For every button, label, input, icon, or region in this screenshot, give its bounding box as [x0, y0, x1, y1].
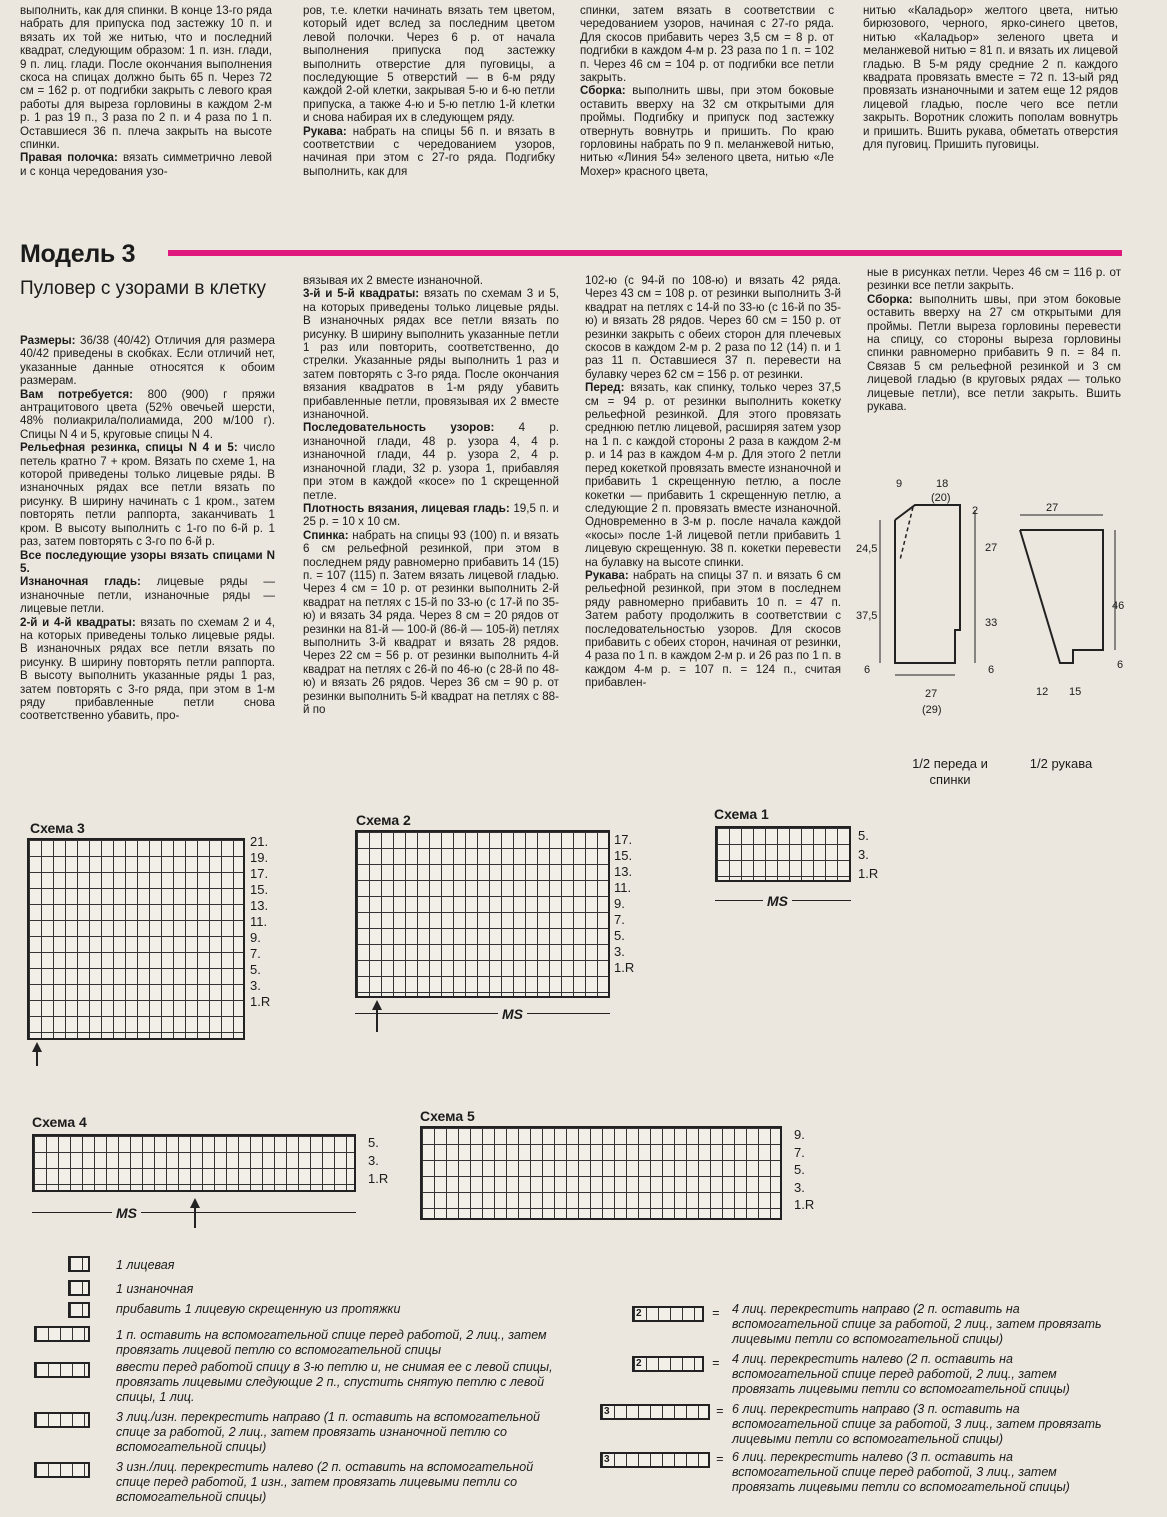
text: набрать на спицы 93 (100) п. и вязать 6 см рельефной резинкой, при этом в последнем ряду равномерно прибавить 14 (15) п. = 107 (115) п. Затем вязать лицевой гладью. Через 4 см = 10 р. от резинки выполнить 2-й квадрат на петлях с 15-й по 33-ю (с 17-й по 35-ю) и вязать 34 ряда. Через 8 см = 20 рядов от резинки на 81-й — 100-й (86-й — 105-й) петлях выполнить 3-й квадрат и вязать 28 рядов. Через 22 см = 56 р. от резинки выполнить 4-й квадрат на петлях с 26-й по 46-ю (с 28-й по 48-ю) и вязать 26 рядов. Через 36 см = 90 р. от резинки выполнить 5-й квадрат на петлях с 88-й по [303, 528, 559, 716]
heading: Последовательность узоров: [303, 421, 495, 435]
text: 19,5 п. и 25 р. = 10 х 10 см. [303, 501, 559, 529]
text: 36/38 (40/42) Отличия для размера 40/42 приведены в скобках. Если отличий нет, указанные данные относятся к обоим размерам. [20, 334, 275, 388]
legend-increase: прибавить 1 лицевую скрещенную из протяжки [116, 1302, 401, 1316]
text: ров, т.е. клетки начинать вязать тем цветом, который идет вслед за последним цветом левой полочки. Через 6 р. от начала выполнения припуска под застежку выполнить отверстие для пуговицы, а последующие 5 отверстий — в 6-м ряду каждой 2-ой клетки, закрывая 5-ю и 6-ю петли припуска, а также 4-ю и 5-ю петлю 1-й клетки и снова набирая их в следующем ряду. [303, 4, 555, 125]
heading: Размеры: [20, 334, 76, 347]
model-title: Модель 3 [20, 240, 136, 268]
heading: Рукава: [303, 124, 347, 138]
text: 4 р. изнаночной глади, 48 р. узора 4, 4 р. изнаночной глади, 44 р. узора 2, 4 р. изнаночной глади, 32 р. узора 1, прибавляя при этом в каждой «косе» по 1 скрещенной петле. [303, 421, 559, 502]
dim-18: 18 [936, 478, 949, 490]
dim-20: (20) [931, 492, 951, 504]
text: нитью «Каладьор» желтого цвета, нитью бирюзового, черного, ярко-синего цветов, нитью «Каладьор» зеленого цвета и меланжевой нитью = 81 п. и вязать их лицевой гладью. В 5-м ряду средние 2 п. каждого квадрата провязать вместе = 72 п. 13-ый ряд провязать изнаночными и затем еще 12 рядов лицевой гладью, после чего все петли закрыть. Воротник сложить пополам вовнутрь и пришить. Вшить рукава, обметать отверстия для пуговиц. Пришить пуговицы. [863, 4, 1118, 152]
text: вязать по схемам 3 и 5, на которых приведены только лицевые ряды. В изнаночных рядах все петли вязать по рисунку. В ширину выполнить указанные петли 1 раз или повторить, соответственно, до стрелки. Указанные ряды выполнить 1 раз и затем повторять с 3-го ряда. После окончания вязания квадратов в 1-м ряду убавить прибавленные петли, провязывая их 2 вместе изнаночной. [303, 287, 559, 422]
sym-knit [68, 1256, 90, 1272]
schema-4-ms: MS [112, 1205, 141, 1221]
schema-1-label: Схема 1 [714, 806, 769, 822]
text: ные в рисунках петли. Через 46 см = 116 р. от резинки все петли закрыть. [867, 266, 1121, 293]
heading: Перед: [585, 381, 625, 395]
heading: Вам потребуется: [20, 387, 134, 401]
heading: Правая полочка: [20, 151, 118, 165]
sleeve-dim-15: 15 [1069, 686, 1082, 698]
legend-purl: 1 изнаночная [116, 1282, 194, 1296]
schema-3-grid [27, 838, 245, 1040]
heading: 2-й и 4-й квадраты: [20, 615, 136, 629]
top-column-1 [20, 4, 272, 222]
title-rule [168, 250, 1122, 256]
sym-cable-4-left: 2 [632, 1356, 704, 1372]
heading: Рукава: [585, 568, 629, 582]
text: выполнить швы, при этом боковые оставить вверху на 27 см открытыми для проймы. Петли выреза горловины перевести на спицу, со стороны выреза горловины спинки равномерно прибавить 9 п. = 84 п. Связав 5 см рельефной резинкой и 3 см лицевой гладью (в круговых рядах — только лицевые петли), все петли закрыть. Вшить рукава. [867, 292, 1121, 414]
legend-eq: = [712, 1356, 720, 1370]
sleeve-dim-27: 27 [1046, 502, 1059, 514]
heading: Сборка: [867, 292, 913, 306]
schema-1-grid [715, 826, 851, 882]
text: выполнить швы, при этом боковые оставить вверху на 32 см открытыми для проймы. Подгибку и припуск под застежку отвернуть вовнутрь и пришить. По краю горловины набрать по 9 п. меланжевой нитью, нитью «Линия 54» зеленого цвета, нитью «Ле Мохер» красного цвета, [580, 84, 834, 178]
schema-4-grid [32, 1134, 356, 1192]
schema-2-grid [355, 830, 610, 998]
body-column-1 [20, 334, 275, 804]
pattern-schematic [855, 470, 1155, 730]
dim-33: 33 [985, 617, 998, 629]
text: 800 (900) г пряжи антрацитового цвета (52% овечьей шерсти, 48% полиакрила/полиамида, 200 м/100 г). Спицы N 4 и 5, круговые спицы N 4. [20, 387, 275, 441]
dim-27b: 27 [925, 688, 938, 700]
legend-cable-6-right: 6 лиц. перекрестить направо (3 п. оставить на вспомогательной спице за работой, 3 лиц., затем провязать лицевыми петли со вспомогательной спицы) [732, 1402, 1102, 1446]
heading: Все последующие узоры вязать спицами N 5. [20, 548, 275, 575]
text: вязать по схемам 2 и 4, на которых приведены только лицевые ряды. В изнаночных рядах все петли вязать по рисунку. В ширину повторять петли раппорта. В высоту выполнить указанные ряды 1 раз, затем повторять с 3-го ряда, при этом в 1-м ряду прибавленные петли снова соответственно убавить, про- [20, 615, 275, 723]
top-column-2 [303, 4, 555, 222]
sym-cross-3 [34, 1412, 90, 1428]
schema-5-grid [420, 1126, 782, 1220]
legend-cross-2: ввести перед работой спицу в 3-ю петлю и, не снимая ее с левой спицы, провязать лицевыми следующие 2 п., спустить снятую петлю с левой спицы, 1 лиц. [116, 1360, 553, 1404]
text: набрать на спицы 37 п. и вязать 6 см рельефной резинкой, при этом в последнем ряду равномерно прибавить 10 п. = 47 п. Затем работу продолжить в соответствии с последовательностью узоров. Для скосов прибавить с обеих сторон, начиная от резинки, 4 раза по 1 п. в каждом 2-м р. и 26 раз по 1 п. в каждом 4-м р. = 107 п. = 124 п., считая прибавлен- [585, 568, 841, 690]
body-column-4 [867, 266, 1121, 436]
text: спинки, затем вязать в соответствии с чередованием узоров, начиная с 27-го ряда. Для скосов прибавить через 3,5 см = 8 р. от подгибки в каждом 4-м р. 23 раза по 1 п. = 102 п. Через 46 см = 104 р. от подгибки все петли закрыть. [580, 4, 834, 85]
legend-cable-4-right: 4 лиц. перекрестить направо (2 п. оставить на вспомогательной спице за работой, 2 лиц., затем провязать лицевыми петли со вспомогательной спицы) [732, 1302, 1102, 1346]
schema-4-label: Схема 4 [32, 1114, 87, 1130]
text: вязывая их 2 вместе изнаночной. [303, 274, 484, 287]
schema-1-rows: 5. 3. 1.R [858, 828, 879, 881]
heading: Плотность вязания, лицевая гладь: [303, 501, 510, 515]
legend-cable-6-left: 6 лиц. перекрестить налево (3 п. оставить на вспомогательной спице перед работой, 3 лиц., затем провязать лицевыми петли со вспомогательной спицы) [732, 1450, 1070, 1494]
body-column-2 [303, 274, 559, 804]
legend-cable-4-left: 4 лиц. перекрестить налево (2 п. оставить на вспомогательной спице перед работой, 2 лиц., затем провязать лицевыми петли со вспомогательной спицы) [732, 1352, 1070, 1396]
legend-eq: = [712, 1306, 720, 1320]
sym-cross-1 [34, 1326, 90, 1342]
sym-cable-6-right: 3 [600, 1404, 710, 1420]
dim-9: 9 [896, 478, 903, 490]
schema-2-rows: 17. 15. 13. 11. 9. 7. 5. 3. 1.R [614, 832, 635, 975]
dim-27a: 27 [985, 542, 998, 554]
heading: Рельефная резинка, спицы N 4 и 5: [20, 441, 238, 455]
schema-5-label: Схема 5 [420, 1108, 475, 1124]
schema-1-ms: MS [763, 893, 792, 909]
text: набрать на спицы 56 п. и вязать в соответствии с чередованием узоров, начиная при этом с 27-го ряда. Подгибку выполнить, как для [303, 124, 555, 178]
dim-29: (29) [922, 704, 942, 716]
legend-cross-3: 3 лиц./изн. перекрестить направо (1 п. оставить на вспомогательной спице за работой, 2 лиц., затем провязать изнаночной петлю со вспомогательной спицы) [116, 1410, 540, 1454]
top-column-4 [863, 4, 1118, 222]
sleeve-dim-6: 6 [1117, 659, 1124, 671]
heading: Изнаночная гладь: [20, 575, 141, 589]
sleeve-outline [1020, 530, 1103, 663]
dim-6a: 6 [864, 664, 871, 676]
schema-5-rows: 9. 7. 5. 3. 1.R [794, 1127, 815, 1212]
text: 102-ю (с 94-й по 108-ю) и вязать 42 ряда. Через 43 см = 108 р. от резинки выполнить 3-й квадрат на петлях с 14-й по 33-ю (с 16-й по 35-ю) и вязать 28 рядов. Через 60 см = 150 р. от резинки закрыть с обеих сторон для плечевых скосов в каждом 2-м р. 2 раза по 12 (14) п. и 1 раз 11 п. Оставшиеся 37 п. перевести на булавку через 62 см = 156 р. от резинки. [585, 274, 841, 381]
schema-2-ms: MS [498, 1006, 527, 1022]
legend-cross-4: 3 изн./лиц. перекрестить налево (2 п. оставить на вспомогательной спице перед работой, 1 изн., затем провязать лицевыми петли со вспомогательной спицы) [116, 1460, 534, 1504]
schema-2-label: Схема 2 [356, 812, 411, 828]
heading: Спинка: [303, 528, 349, 542]
top-column-3 [580, 4, 834, 222]
dim-2: 2 [972, 505, 979, 517]
body-column-3 [585, 274, 841, 804]
sym-cable-6-left: 3 [600, 1452, 710, 1468]
legend-cross-1: 1 п. оставить на вспомогательной спице перед работой, 2 лиц., затем провязать лицевой петлю со вспомогательной спицы [116, 1328, 547, 1357]
legend-eq: = [716, 1452, 724, 1466]
dim-37-5: 37,5 [856, 610, 878, 622]
sym-cable-4-right: 2 [632, 1306, 704, 1322]
legend-eq: = [716, 1404, 724, 1418]
sleeve-dim-12: 12 [1036, 686, 1049, 698]
legend-knit: 1 лицевая [116, 1258, 175, 1272]
sym-cross-4 [34, 1462, 90, 1478]
text: выполнить, как для спинки. В конце 13-го ряда набрать для припуска под застежку 10 п. и вязать их той же нитью, что и последний квадрат, следующим образом: 1 п. изн. глади, 9 п. лиц. глади. После окончания выполнения скоса на спицах должно быть 65 п. Через 72 см = 162 р. от подгибки закрыть с левого края работы для выреза горловины в каждом 2-м р. 1 раз 19 п., 3 раза по 2 п. и 4 раза по 1 п. Оставшиеся 36 п. плеча закрыть на высоте спинки. [20, 4, 272, 152]
sym-purl [68, 1280, 90, 1296]
schema-4-rows: 5. 3. 1.R [368, 1135, 389, 1186]
model-subtitle: Пуловер с узорами в клетку [20, 278, 266, 299]
text: число петель кратно 7 + кром. Вязать по схеме 1, на которой приведены только лицевые ряды. В изнаночных рядах все петли вязать по рисунку. В ширину начинать с 1 кром., затем повторять петли раппорта, заканчивать 1 кром. В высоту выполнить с 1-го по 6-й р. 1 раз, затем повторять с 3-го по 6-й р. [20, 441, 275, 549]
text: вязать, как спинку, только через 37,5 см = 94 р. от резинки выполнить кокетку рельефной резинкой. Для этого провязать среднюю петлю лицевой, расширяя затем узор на 1 п. с каждой стороны 2 раза в каждом 2-м р. и 14 раз в каждом 4-м р. Для этого 2 петли перед кокеткой провязать вместе изнаночной и прибавить 1 скрещенную петлю, а после кокетки — прибавить 1 скрещенную петлю, а следующие 2 п. провязать вместе изнаночной. Одновременно в 3-м р. после начала каждой «косы» после 1-й лицевой петли прибавить 1 лицевую скрещенную. 38 п. кокетки перевести на булавку на высоте спинки. [585, 381, 841, 569]
text: вязать симметрично левой и с конца чередования узо- [20, 151, 272, 178]
dim-24-5: 24,5 [856, 543, 878, 555]
sleeve-dim-46: 46 [1112, 600, 1125, 612]
schema-3-rows: 21. 19. 17. 15. 13. 11. 9. 7. 5. 3. 1.R [250, 834, 271, 1009]
schema-3-label: Схема 3 [30, 820, 85, 836]
dim-6b: 6 [988, 664, 995, 676]
text: лицевые ряды — изнаночные петли, изнаночные ряды — лицевые петли. [20, 575, 275, 616]
caption-front-back: 1/2 переда и спинки [912, 756, 988, 787]
heading: Сборка: [580, 84, 626, 98]
front-back-outline [895, 505, 960, 663]
sym-increase [68, 1302, 90, 1318]
heading: 3-й и 5-й квадраты: [303, 287, 420, 301]
sym-cross-2 [34, 1362, 90, 1378]
caption-sleeve: 1/2 рукава [1029, 756, 1093, 771]
